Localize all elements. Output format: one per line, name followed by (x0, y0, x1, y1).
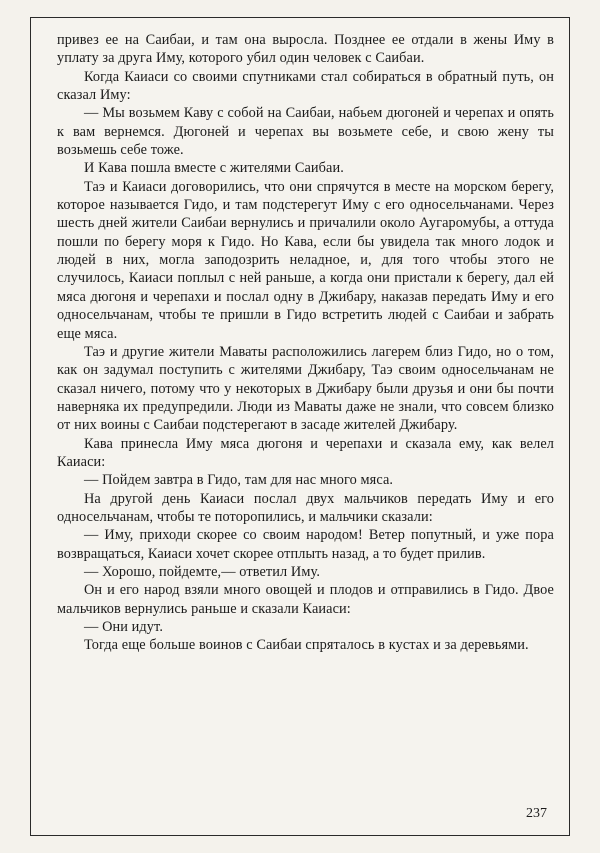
paragraph: привез ее на Саибаи, и там она выросла. Позднее ее отдали в жены Иму в уплату за друга Иму, которого убил один человек с Саибаи. (57, 32, 554, 67)
paragraph: Он и его народ взяли много овощей и плодов и отправились в Гидо. Двое мальчиков вернулись раньше и сказали Каиаси: (57, 582, 554, 617)
paragraph: — Пойдем завтра в Гидо, там для нас много мяса. (84, 472, 394, 489)
paragraph: — Иму, приходи скорее со своим народом! Ветер попутный, и уже пора возвращаться, Каиаси хочет скорее отплыть назад, а то будет прилив. (57, 527, 554, 562)
paragraph: Когда Каиаси со своими спутниками стал собираться в обратный путь, он сказал Иму: (57, 68, 554, 104)
paragraph: — Они идут. (84, 619, 163, 635)
paragraph: Тогда еще больше воинов с Саибаи спряталось в кустах и за деревьями. (84, 637, 529, 654)
paragraph: На другой день Каиаси послал двух мальчиков передать Иму и его односельчанам, чтобы те поторопились, и мальчики сказали: (57, 490, 554, 525)
page-number: 237 (526, 806, 547, 821)
paragraph: Кава принесла Иму мяса дюгоня и черепахи и сказала ему, как велел Каиаси: (57, 435, 554, 470)
paragraph: Таэ и Каиаси договорились, что они спрячутся в месте на морском берегу, которое называется Гидо, и там подстерегут Иму с его односельчанами. Через шесть дней жители Саибаи вернулись и причалили около Аугаромубы, а оттуда пошли по берегу моря к Гидо. Но Кава, если бы увидела так много лодок и людей в них, могла заподозрить неладное, и, для того чтобы этого не случилось, Каиаси поплыл с ней раньше, а когда они пристали к берегу, дал ей мяса дюгоня и черепахи и послал одну в Джибару, наказав передать Иму и его односельчанам, чтобы те пришли в Гидо встретить людей с Саибаи и забрать еще мяса. (57, 178, 554, 342)
paragraph: — Хорошо, пойдемте,— ответил Иму. (84, 563, 320, 580)
paragraph: Таэ и другие жители Маваты расположились лагерем близ Гидо, но о том, как он задумал поступить с жителями Джибару, Таэ своим односельчанам не сказал ничего, потому что у некоторых в Джибару были друзья и они бы почти наверняка их предупредили. Люди из Маваты даже не знали, что совсем близко от них воины с Саибаи подстерегают в засаде жителей Джибару. (57, 343, 554, 434)
paragraph: И Кава пошла вместе с жителями Саибаи. (84, 160, 344, 177)
paragraph: — Мы возьмем Каву с собой на Саибаи, набьем дюгоней и черепах и опять к вам вернемся. Дюгоней и черепах вы возьмете себе, и свою жену ты возьмешь себе тоже. (57, 105, 554, 159)
text-column (57, 31, 554, 655)
